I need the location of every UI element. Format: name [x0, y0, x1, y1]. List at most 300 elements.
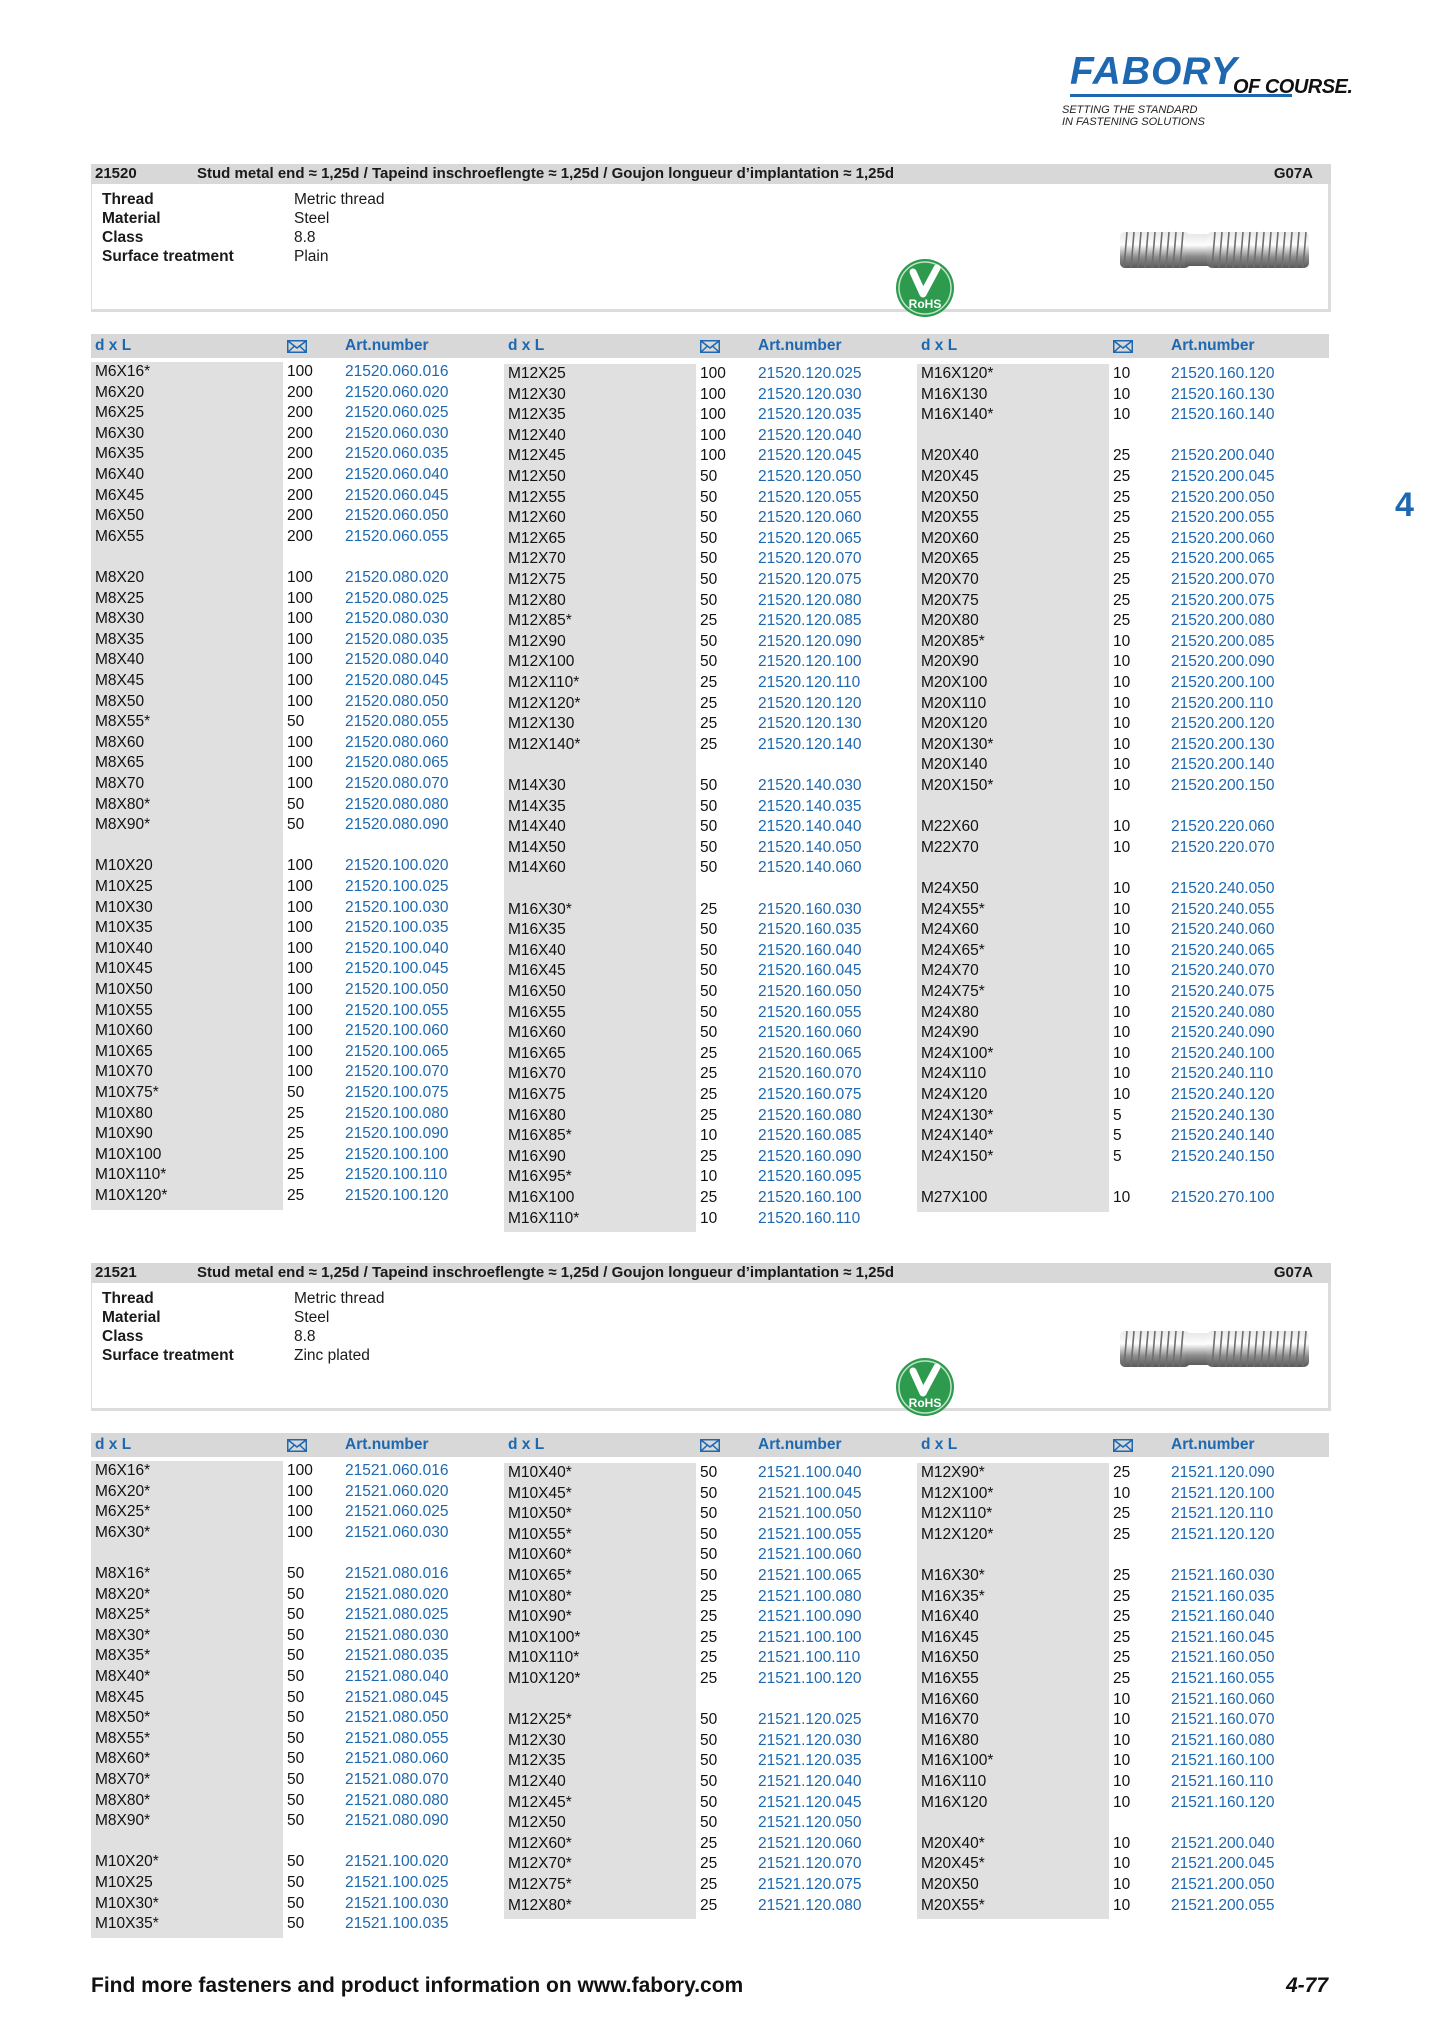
art-number-link[interactable]: 21520.160.095 [758, 1168, 862, 1186]
quantity-cell: 25 [1113, 1628, 1131, 1646]
dxl-cell: M16X30* [508, 900, 572, 918]
art-number-link[interactable]: 21520.100.110 [345, 1166, 448, 1184]
art-number-link[interactable]: 21520.200.080 [1171, 612, 1275, 630]
quantity-cell: 10 [1113, 983, 1131, 1000]
art-number-link[interactable]: 21520.100.065 [345, 1042, 449, 1060]
quantity-cell: 50 [700, 818, 718, 836]
art-number-link[interactable]: 21520.080.045 [345, 672, 449, 689]
art-number-link[interactable]: 21520.240.075 [1171, 983, 1275, 1000]
art-number-link[interactable]: 21521.120.100 [1171, 1484, 1275, 1502]
art-number-link[interactable]: 21520.060.030 [345, 424, 449, 442]
property-value: Steel [294, 210, 330, 227]
quantity-cell: 10 [700, 1127, 718, 1145]
art-number-link[interactable]: 21520.120.075 [758, 571, 862, 588]
art-number-link[interactable]: 21521.080.040 [345, 1668, 449, 1685]
art-number-link[interactable]: 21520.200.055 [1171, 509, 1275, 527]
art-number-link[interactable]: 21521.120.060 [758, 1834, 862, 1852]
art-number-link[interactable]: 21521.200.050 [1171, 1876, 1275, 1893]
dxl-cell: M12X120* [508, 694, 581, 712]
dxl-cell: M8X20* [95, 1585, 151, 1603]
art-number-link[interactable]: 21520.100.020 [345, 857, 449, 875]
art-number-link[interactable]: 21520.100.040 [345, 939, 449, 957]
art-number-link[interactable]: 21520.140.040 [758, 818, 862, 836]
art-number-link[interactable]: 21521.120.080 [758, 1896, 862, 1914]
art-number-link[interactable]: 21520.200.150 [1171, 777, 1275, 794]
art-number-link[interactable]: 21520.160.130 [1171, 385, 1275, 403]
art-number-link[interactable]: 21520.240.090 [1171, 1024, 1275, 1042]
art-number-link[interactable]: 21520.080.020 [345, 569, 449, 586]
art-number-link[interactable]: 21520.080.030 [345, 610, 449, 628]
dxl-cell: M16X40 [921, 1608, 979, 1626]
art-number-link[interactable]: 21520.240.060 [1171, 921, 1275, 939]
dxl-cell: M10X90 [95, 1125, 153, 1143]
art-number-link[interactable]: 21520.080.065 [345, 754, 449, 772]
quantity-cell: 200 [287, 424, 313, 442]
art-number-link[interactable]: 21521.120.075 [758, 1876, 862, 1893]
quantity-cell: 10 [1113, 1752, 1131, 1770]
art-number-link[interactable]: 21521.100.060 [758, 1546, 862, 1564]
property-label: Class [102, 1328, 144, 1345]
art-number-link[interactable]: 21520.160.080 [758, 1106, 862, 1124]
art-number-link[interactable]: 21520.100.035 [345, 919, 449, 937]
art-number-link[interactable]: 21521.160.045 [1171, 1628, 1275, 1646]
art-number-link[interactable]: 21520.060.050 [345, 507, 449, 525]
art-number-link[interactable]: 21520.100.055 [345, 1001, 449, 1019]
art-number-link[interactable]: 21520.160.075 [758, 1086, 862, 1103]
quantity-cell: 50 [700, 509, 718, 527]
art-number-link[interactable]: 21520.200.060 [1171, 529, 1275, 547]
art-number-link[interactable]: 21520.100.120 [345, 1187, 449, 1204]
dxl-cell: M16X110* [508, 1209, 580, 1227]
dxl-cell: M12X45 [508, 447, 566, 465]
dxl-cell: M10X35 [95, 919, 153, 937]
dxl-cell: M24X100* [921, 1044, 994, 1062]
art-number-link[interactable]: 21521.100.025 [345, 1874, 449, 1891]
art-number-link[interactable]: 21520.100.100 [345, 1145, 449, 1163]
art-number-link[interactable]: 21520.200.110 [1171, 694, 1274, 712]
art-number-link[interactable]: 21520.060.040 [345, 466, 449, 483]
art-number-link[interactable]: 21520.120.035 [758, 406, 862, 424]
art-number-link[interactable]: 21521.060.025 [345, 1503, 449, 1521]
quantity-cell: 200 [287, 383, 313, 401]
property-value: Plain [294, 248, 329, 265]
art-number-link[interactable]: 21520.100.080 [345, 1104, 449, 1122]
dxl-cell: M12X35 [508, 406, 566, 424]
rohs-label: RoHS [908, 297, 942, 311]
quantity-cell: 10 [700, 1209, 718, 1227]
art-number-link[interactable]: 21520.100.070 [345, 1063, 449, 1081]
dxl-cell: M20X120 [921, 715, 988, 733]
art-number-link[interactable]: 21520.120.040 [758, 426, 862, 444]
quantity-cell: 10 [1113, 1189, 1131, 1206]
art-number-link[interactable]: 21521.080.050 [345, 1709, 449, 1727]
art-number-link[interactable]: 21520.160.050 [758, 983, 862, 1000]
dxl-cell: M10X120* [95, 1187, 168, 1204]
art-number-link[interactable]: 21520.100.030 [345, 898, 449, 916]
art-number-link[interactable]: 21520.060.045 [345, 486, 449, 504]
art-number-link[interactable]: 21520.120.050 [758, 468, 862, 485]
dxl-cell: M16X50 [508, 983, 566, 1000]
art-number-link[interactable]: 21521.060.020 [345, 1482, 449, 1500]
quantity-cell: 25 [1113, 1608, 1131, 1626]
art-number-link[interactable]: 21520.200.040 [1171, 447, 1275, 465]
art-number-link[interactable]: 21520.120.130 [758, 715, 862, 733]
art-number-link[interactable]: 21520.160.100 [758, 1189, 862, 1206]
quantity-cell: 25 [1113, 1505, 1131, 1523]
quantity-cell: 50 [700, 488, 718, 506]
logo-tagline-2: IN FASTENING SOLUTIONS [1062, 116, 1205, 128]
dxl-cell: M10X60* [508, 1546, 572, 1564]
quantity-cell: 10 [1113, 1731, 1131, 1749]
quantity-cell: 50 [700, 1505, 718, 1523]
dxl-cell: M16X35 [508, 921, 566, 939]
art-number-link[interactable]: 21521.100.045 [758, 1484, 862, 1502]
art-number-link[interactable]: 21521.100.035 [345, 1915, 449, 1933]
art-number-link[interactable]: 21521.080.035 [345, 1647, 449, 1665]
art-number-link[interactable]: 21520.140.030 [758, 777, 862, 794]
art-number-link[interactable]: 21520.120.080 [758, 591, 862, 609]
property-label: Surface treatment [102, 1347, 234, 1364]
art-number-link[interactable]: 21520.060.025 [345, 404, 449, 422]
quantity-cell: 10 [1113, 385, 1131, 403]
art-number-link[interactable]: 21520.200.050 [1171, 488, 1275, 506]
art-number-link[interactable]: 21521.100.110 [758, 1649, 861, 1667]
column-header [91, 334, 504, 358]
section-title: Stud metal end ≈ 1,25d / Tapeind inschroeflengte ≈ 1,25d / Goujon longueur d’implantation ≈ 1,25d [197, 1264, 895, 1281]
art-number-link[interactable]: 21521.160.050 [1171, 1649, 1275, 1667]
art-number-link[interactable]: 21521.120.025 [758, 1711, 862, 1729]
dxl-cell: M8X60 [95, 733, 145, 751]
art-number-link[interactable]: 21521.120.090 [1171, 1464, 1275, 1481]
art-number-link[interactable]: 21520.200.100 [1171, 674, 1275, 691]
art-number-link[interactable]: 21521.200.045 [1171, 1855, 1275, 1873]
quantity-cell: 50 [700, 591, 718, 609]
art-number-link[interactable]: 21520.080.070 [345, 775, 449, 792]
quantity-cell: 10 [700, 1168, 718, 1186]
art-number-link[interactable]: 21521.160.100 [1171, 1752, 1275, 1770]
quantity-cell: 10 [1113, 818, 1131, 836]
art-number-link[interactable]: 21520.160.120 [1171, 365, 1275, 382]
art-number-link[interactable]: 21520.200.140 [1171, 756, 1275, 774]
art-number-link[interactable]: 21520.160.055 [758, 1003, 862, 1021]
art-number-link[interactable]: 21520.120.140 [758, 735, 862, 753]
art-number-link[interactable]: 21520.200.090 [1171, 653, 1275, 671]
art-number-link[interactable]: 21520.240.055 [1171, 900, 1275, 918]
dxl-cell: M24X50 [921, 880, 979, 897]
quantity-cell: 10 [1113, 921, 1131, 939]
column-header [917, 1433, 1329, 1457]
dxl-cell: M16X100* [921, 1752, 994, 1770]
dxl-cell: M8X70 [95, 775, 145, 792]
quantity-cell: 25 [700, 1587, 718, 1605]
quantity-cell: 50 [700, 838, 718, 856]
dxl-cell: M8X80* [95, 795, 151, 813]
dxl-cell: M8X55* [95, 1729, 151, 1747]
art-number-link[interactable]: 21520.120.045 [758, 447, 862, 465]
quantity-cell: 25 [700, 612, 718, 630]
dxl-cell: M12X35 [508, 1752, 566, 1770]
dxl-cell: M10X30* [95, 1894, 159, 1912]
dxl-cell: M20X75 [921, 591, 979, 609]
dxl-cell: M10X100* [508, 1628, 581, 1646]
art-number-link[interactable]: 21521.100.055 [758, 1525, 862, 1543]
quantity-cell: 50 [287, 1729, 305, 1747]
art-number-link[interactable]: 21520.200.130 [1171, 735, 1275, 753]
art-number-link[interactable]: 21520.100.045 [345, 960, 449, 978]
art-number-link[interactable]: 21520.220.060 [1171, 818, 1275, 836]
art-number-link[interactable]: 21520.160.140 [1171, 406, 1275, 424]
art-number-link[interactable]: 21521.100.065 [758, 1567, 862, 1584]
art-number-link[interactable]: 21520.080.035 [345, 630, 449, 648]
dxl-cell: M10X40 [95, 939, 153, 957]
art-number-link[interactable]: 21520.200.070 [1171, 571, 1275, 588]
art-number-link[interactable]: 21520.240.140 [1171, 1127, 1275, 1145]
dxl-cell: M16X120* [921, 365, 994, 382]
dxl-cell: M12X140* [508, 735, 581, 753]
dxl-cell: M10X55* [508, 1525, 572, 1543]
art-number-link[interactable]: 21521.100.050 [758, 1505, 862, 1523]
dxl-cell: M10X30 [95, 898, 153, 916]
art-number-link[interactable]: 21520.160.060 [758, 1024, 862, 1042]
art-number-link[interactable]: 21521.200.055 [1171, 1896, 1275, 1914]
art-number-link[interactable]: 21520.100.060 [345, 1022, 449, 1040]
art-number-link[interactable]: 21520.120.100 [758, 653, 862, 671]
art-number-link[interactable]: 21521.080.070 [345, 1771, 449, 1788]
art-number-link[interactable]: 21520.240.110 [1171, 1065, 1274, 1083]
art-number-link[interactable]: 21521.120.110 [1171, 1505, 1274, 1523]
dxl-cell: M12X40 [508, 1773, 566, 1790]
art-number-link[interactable]: 21521.160.070 [1171, 1711, 1275, 1729]
art-number-link[interactable]: 21520.100.090 [345, 1125, 449, 1143]
art-number-link[interactable]: 21521.160.040 [1171, 1608, 1275, 1626]
quantity-cell: 200 [287, 466, 313, 483]
art-number-link[interactable]: 21521.100.090 [758, 1608, 862, 1626]
art-number-link[interactable]: 21520.120.025 [758, 365, 862, 382]
quantity-cell: 50 [287, 795, 305, 813]
art-number-link[interactable]: 21520.160.040 [758, 941, 862, 959]
art-number-link[interactable]: 21521.120.050 [758, 1814, 862, 1832]
dxl-cell: M16X85* [508, 1127, 572, 1145]
dxl-cell: M6X30* [95, 1523, 151, 1541]
art-number-link[interactable]: 21521.100.020 [345, 1853, 449, 1871]
art-number-link[interactable]: 21520.160.110 [758, 1209, 861, 1227]
art-number-link[interactable]: 21520.080.080 [345, 795, 449, 813]
quantity-cell: 25 [1113, 447, 1131, 465]
art-number-link[interactable]: 21520.060.035 [345, 445, 449, 463]
art-number-link[interactable]: 21521.080.060 [345, 1750, 449, 1768]
art-number-link[interactable]: 21521.100.080 [758, 1587, 862, 1605]
quantity-cell: 50 [700, 550, 718, 568]
art-number-link[interactable]: 21520.200.065 [1171, 550, 1275, 568]
quantity-cell: 50 [287, 1647, 305, 1665]
quantity-cell: 50 [700, 962, 718, 980]
art-number-link[interactable]: 21520.060.020 [345, 383, 449, 401]
art-number-link[interactable]: 21520.080.040 [345, 651, 449, 669]
art-number-link[interactable]: 21521.080.045 [345, 1688, 449, 1706]
quantity-cell: 100 [287, 981, 313, 998]
quantity-cell: 100 [287, 939, 313, 957]
art-number-link[interactable]: 21520.080.050 [345, 692, 449, 710]
art-number-link[interactable]: 21520.240.150 [1171, 1147, 1275, 1165]
section-code: 21521 [95, 1264, 137, 1281]
quantity-cell: 25 [1113, 488, 1131, 506]
art-number-link[interactable]: 21520.100.050 [345, 981, 449, 998]
quantity-cell: 50 [700, 571, 718, 588]
art-number-link[interactable]: 21521.080.055 [345, 1729, 449, 1747]
art-number-link[interactable]: 21521.100.120 [758, 1670, 862, 1687]
art-number-link[interactable]: 21520.160.070 [758, 1065, 862, 1083]
art-number-link[interactable]: 21521.200.040 [1171, 1834, 1275, 1852]
art-number-link[interactable]: 21520.140.060 [758, 859, 862, 877]
quantity-cell: 10 [1113, 406, 1131, 424]
section-title: Stud metal end ≈ 1,25d / Tapeind inschroeflengte ≈ 1,25d / Goujon longueur d’implantation ≈ 1,25d [197, 165, 895, 182]
art-number-link[interactable]: 21520.240.050 [1171, 880, 1275, 897]
art-number-link[interactable]: 21521.160.055 [1171, 1670, 1275, 1687]
art-number-link[interactable]: 21520.160.085 [758, 1127, 862, 1145]
art-number-link[interactable]: 21520.080.090 [345, 816, 449, 834]
quantity-cell: 50 [287, 1565, 305, 1582]
quantity-cell: 100 [287, 1482, 313, 1500]
art-number-link[interactable]: 21520.160.090 [758, 1147, 862, 1165]
art-number-link[interactable]: 21520.200.075 [1171, 591, 1275, 609]
art-number-link[interactable]: 21521.120.120 [1171, 1525, 1275, 1543]
quantity-cell: 25 [700, 735, 718, 753]
dxl-cell: M8X40 [95, 651, 145, 669]
art-number-link[interactable]: 21520.080.055 [345, 713, 449, 731]
quantity-cell: 50 [287, 1750, 305, 1768]
art-number-link[interactable]: 21521.060.030 [345, 1523, 449, 1541]
art-number-link[interactable]: 21520.240.120 [1171, 1086, 1275, 1103]
quantity-cell: 10 [1113, 1793, 1131, 1811]
art-number-link[interactable]: 21521.100.030 [345, 1894, 449, 1912]
art-number-link[interactable]: 21520.140.035 [758, 797, 862, 815]
art-number-link[interactable]: 21520.140.050 [758, 838, 862, 856]
quantity-cell: 25 [700, 1834, 718, 1852]
art-number-link[interactable]: 21521.120.035 [758, 1752, 862, 1770]
art-number-link[interactable]: 21520.100.075 [345, 1084, 449, 1101]
art-number-link[interactable]: 21520.220.070 [1171, 838, 1275, 856]
art-number-link[interactable]: 21520.120.030 [758, 385, 862, 403]
art-number-link[interactable]: 21520.200.120 [1171, 715, 1275, 733]
art-number-link[interactable]: 21520.200.045 [1171, 468, 1275, 485]
dxl-cell: M12X60 [508, 509, 566, 527]
art-number-link[interactable]: 21520.080.060 [345, 733, 449, 751]
quantity-cell: 10 [1113, 1690, 1131, 1708]
art-number-link[interactable]: 21521.160.060 [1171, 1690, 1275, 1708]
art-number-link[interactable]: 21521.160.110 [1171, 1773, 1274, 1790]
art-number-link[interactable]: 21520.100.025 [345, 878, 449, 895]
art-number-link[interactable]: 21520.160.065 [758, 1044, 862, 1062]
art-number-link[interactable]: 21521.120.070 [758, 1855, 862, 1873]
art-number-link[interactable]: 21520.160.045 [758, 962, 862, 980]
quantity-cell: 25 [700, 715, 718, 733]
art-number-link[interactable]: 21520.060.055 [345, 527, 449, 545]
dxl-cell: M12X100 [508, 653, 575, 671]
art-number-link[interactable]: 21520.120.060 [758, 509, 862, 527]
quantity-cell: 50 [700, 859, 718, 877]
quantity-cell: 200 [287, 486, 313, 504]
art-number-link[interactable]: 21520.160.035 [758, 921, 862, 939]
column-header-dxl: d x L [508, 1436, 545, 1453]
quantity-cell: 50 [287, 1853, 305, 1871]
dxl-cell: M20X100 [921, 674, 988, 691]
dxl-cell: M22X70 [921, 838, 979, 856]
art-number-link[interactable]: 21520.240.080 [1171, 1003, 1275, 1021]
quantity-cell: 50 [700, 1003, 718, 1021]
art-number-link[interactable]: 21521.160.035 [1171, 1587, 1275, 1605]
dxl-cell: M10X45 [95, 960, 153, 978]
quantity-cell: 25 [1113, 612, 1131, 630]
art-number-link[interactable]: 21521.120.030 [758, 1731, 862, 1749]
art-number-link[interactable]: 21521.080.030 [345, 1626, 449, 1644]
art-number-link[interactable]: 21521.100.100 [758, 1628, 862, 1646]
art-number-link[interactable]: 21520.120.070 [758, 550, 862, 568]
art-number-link[interactable]: 21521.080.080 [345, 1791, 449, 1809]
dxl-cell: M8X70* [95, 1771, 151, 1788]
section-group: G07A [1273, 165, 1313, 182]
dxl-cell: M12X25* [508, 1711, 572, 1729]
dxl-cell: M20X90 [921, 653, 979, 671]
art-number-link[interactable]: 21520.240.130 [1171, 1106, 1275, 1124]
art-number-link[interactable]: 21521.080.025 [345, 1606, 449, 1624]
art-number-link[interactable]: 21520.120.090 [758, 632, 862, 650]
dxl-cell: M6X55 [95, 527, 145, 545]
art-number-link[interactable]: 21521.080.090 [345, 1812, 449, 1830]
art-number-link[interactable]: 21521.080.020 [345, 1585, 449, 1603]
quantity-cell: 50 [700, 1731, 718, 1749]
art-number-link[interactable]: 21520.240.070 [1171, 962, 1275, 980]
art-number-link[interactable]: 21521.160.120 [1171, 1793, 1275, 1811]
art-number-link[interactable]: 21520.060.016 [345, 363, 449, 380]
column-header-dxl: d x L [95, 337, 132, 354]
art-number-link[interactable]: 21521.100.040 [758, 1464, 862, 1481]
art-number-link[interactable]: 21520.120.055 [758, 488, 862, 506]
art-number-link[interactable]: 21520.160.030 [758, 900, 862, 918]
art-number-link[interactable]: 21520.120.065 [758, 529, 862, 547]
art-number-link[interactable]: 21520.120.120 [758, 694, 862, 712]
page-number: 4-77 [1286, 1974, 1329, 1997]
art-number-link[interactable]: 21520.270.100 [1171, 1189, 1275, 1206]
quantity-cell: 200 [287, 527, 313, 545]
art-number-link[interactable]: 21520.240.065 [1171, 941, 1275, 959]
dxl-cell: M16X100 [508, 1189, 575, 1206]
art-number-link[interactable]: 21521.120.045 [758, 1793, 862, 1811]
art-number-link[interactable]: 21521.080.016 [345, 1565, 449, 1582]
dxl-cell: M10X100 [95, 1145, 162, 1163]
art-number-link[interactable]: 21520.080.025 [345, 589, 449, 607]
art-number-link[interactable]: 21520.240.100 [1171, 1044, 1275, 1062]
column-header-art-number: Art.number [345, 337, 429, 354]
quantity-cell: 100 [287, 1022, 313, 1040]
dxl-cell: M12X130 [508, 715, 575, 733]
quantity-cell: 25 [1113, 1567, 1131, 1584]
art-number-link[interactable]: 21521.160.080 [1171, 1731, 1275, 1749]
art-number-link[interactable]: 21520.120.085 [758, 612, 862, 630]
dxl-cell: M20X140 [921, 756, 988, 774]
art-number-link[interactable]: 21521.160.030 [1171, 1567, 1275, 1584]
art-number-link[interactable]: 21520.120.110 [758, 674, 861, 691]
quantity-cell: 50 [287, 1771, 305, 1788]
quantity-cell: 10 [1113, 674, 1131, 691]
art-number-link[interactable]: 21521.120.040 [758, 1773, 862, 1790]
art-number-link[interactable]: 21521.060.016 [345, 1462, 449, 1479]
art-number-link[interactable]: 21520.200.085 [1171, 632, 1275, 650]
quantity-cell: 25 [287, 1187, 305, 1204]
quantity-cell: 50 [287, 1709, 305, 1727]
dxl-cell: M12X55 [508, 488, 566, 506]
quantity-cell: 10 [1113, 756, 1131, 774]
dxl-cell: M20X85* [921, 632, 985, 650]
